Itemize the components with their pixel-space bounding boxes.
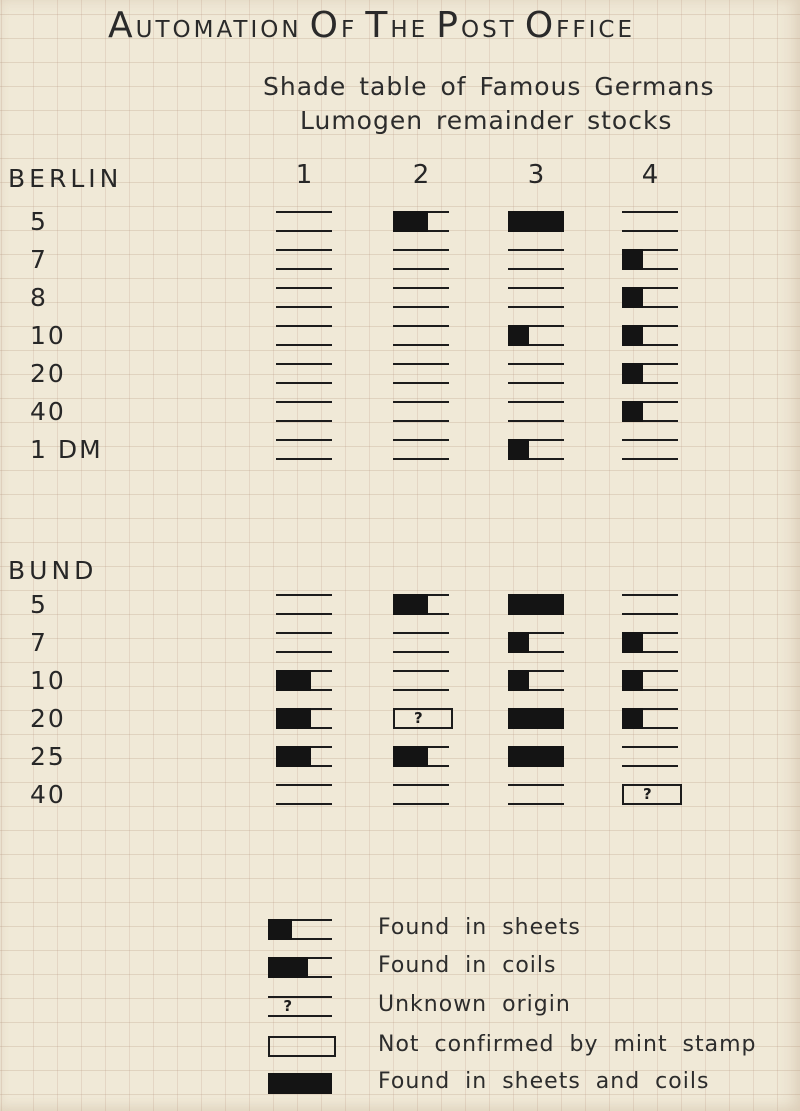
cell-symbol-sheets [508,632,564,653]
column-header: 1 [295,160,313,190]
title-word-rest: OST [460,17,517,43]
cell-symbol-none [276,287,332,308]
row-label: 5 [30,207,48,236]
legend-symbol-sheets [268,919,332,940]
legend-symbol-unknown [268,996,332,1017]
cell-symbol-none [276,594,332,615]
cell-symbol-none [393,287,449,308]
row-label: 1 DM [30,435,103,464]
title-word-rest: FFICE [556,17,636,43]
cell-symbol-coils [276,708,332,729]
column-header: 4 [641,160,659,190]
question-mark: ? [643,784,652,803]
row-label: 10 [30,321,66,350]
cell-symbol-none [276,401,332,422]
title-word-initial: O [524,5,557,46]
cell-symbol-none [622,594,678,615]
cell-symbol-sheets [622,401,678,422]
cell-symbol-sheets [622,708,678,729]
cell-symbol-none [276,784,332,805]
row-label: 5 [30,590,48,619]
title-word-rest: F [341,17,358,43]
cell-symbol-none [393,363,449,384]
cell-symbol-coils [393,594,449,615]
column-header: 2 [412,160,430,190]
section-label: BUND [8,556,98,585]
legend-label: Unknown origin [378,992,571,1017]
cell-symbol-both [508,746,564,767]
row-label: 40 [30,780,66,809]
cell-symbol-none [508,784,564,805]
title-word-initial: O [309,5,341,46]
cell-symbol-none [276,439,332,460]
row-label: 25 [30,742,66,771]
cell-symbol-sheets [622,249,678,270]
cell-symbol-none [622,439,678,460]
row-label: 10 [30,666,66,695]
row-label: 20 [30,359,66,388]
legend-symbol-coils [268,957,332,978]
cell-symbol-none [276,211,332,232]
page-title [108,4,635,52]
row-label: 8 [30,283,48,312]
column-header: 3 [527,160,545,190]
legend-label: Not confirmed by mint stamp [378,1032,757,1057]
cell-symbol-sheets [508,439,564,460]
cell-symbol-unknown [393,708,453,729]
cell-symbol-none [622,211,678,232]
cell-symbol-sheets [622,670,678,691]
cell-symbol-unknown [622,784,682,805]
cell-symbol-sheets [622,325,678,346]
cell-symbol-none [393,249,449,270]
title-word-rest: HE [390,17,429,43]
subtitle-line-1: Shade table of Famous Germans [263,72,715,101]
question-mark: ? [283,996,293,1015]
row-label: 7 [30,628,48,657]
cell-symbol-none [508,287,564,308]
cell-symbol-sheets [622,363,678,384]
cell-symbol-none [508,401,564,422]
cell-symbol-none [276,363,332,384]
cell-symbol-sheets [622,632,678,653]
cell-symbol-none [276,249,332,270]
subtitle-line-2: Lumogen remainder stocks [300,106,673,135]
section-label: BERLIN [8,164,123,193]
cell-symbol-both [508,708,564,729]
cell-symbol-none [508,249,564,270]
row-label: 7 [30,245,48,274]
legend-label: Found in coils [378,953,557,978]
cell-symbol-coils [393,746,449,767]
cell-symbol-none [393,325,449,346]
legend-symbol-not_confirmed [268,1036,336,1057]
cell-symbol-sheets [508,670,564,691]
title-word-initial: A [108,5,136,46]
cell-symbol-none [622,746,678,767]
cell-symbol-coils [276,670,332,691]
cell-symbol-both [508,211,564,232]
title-word-rest: UTOMATION [135,17,302,43]
cell-symbol-none [393,401,449,422]
question-mark: ? [414,708,423,727]
cell-symbol-none [393,632,449,653]
cell-symbol-coils [276,746,332,767]
cell-symbol-coils [393,211,449,232]
legend-symbol-both [268,1073,332,1094]
row-label: 40 [30,397,66,426]
cell-symbol-both [508,594,564,615]
cell-symbol-none [276,632,332,653]
cell-symbol-none [508,363,564,384]
cell-symbol-none [393,439,449,460]
cell-symbol-none [393,670,449,691]
row-label: 20 [30,704,66,733]
cell-symbol-sheets [508,325,564,346]
cell-symbol-none [393,784,449,805]
cell-symbol-sheets [622,287,678,308]
cell-symbol-none [276,325,332,346]
legend-label: Found in sheets and coils [378,1069,710,1094]
title-word-initial: P [436,5,461,46]
legend-label: Found in sheets [378,915,581,940]
title-word-initial: T [365,5,391,46]
